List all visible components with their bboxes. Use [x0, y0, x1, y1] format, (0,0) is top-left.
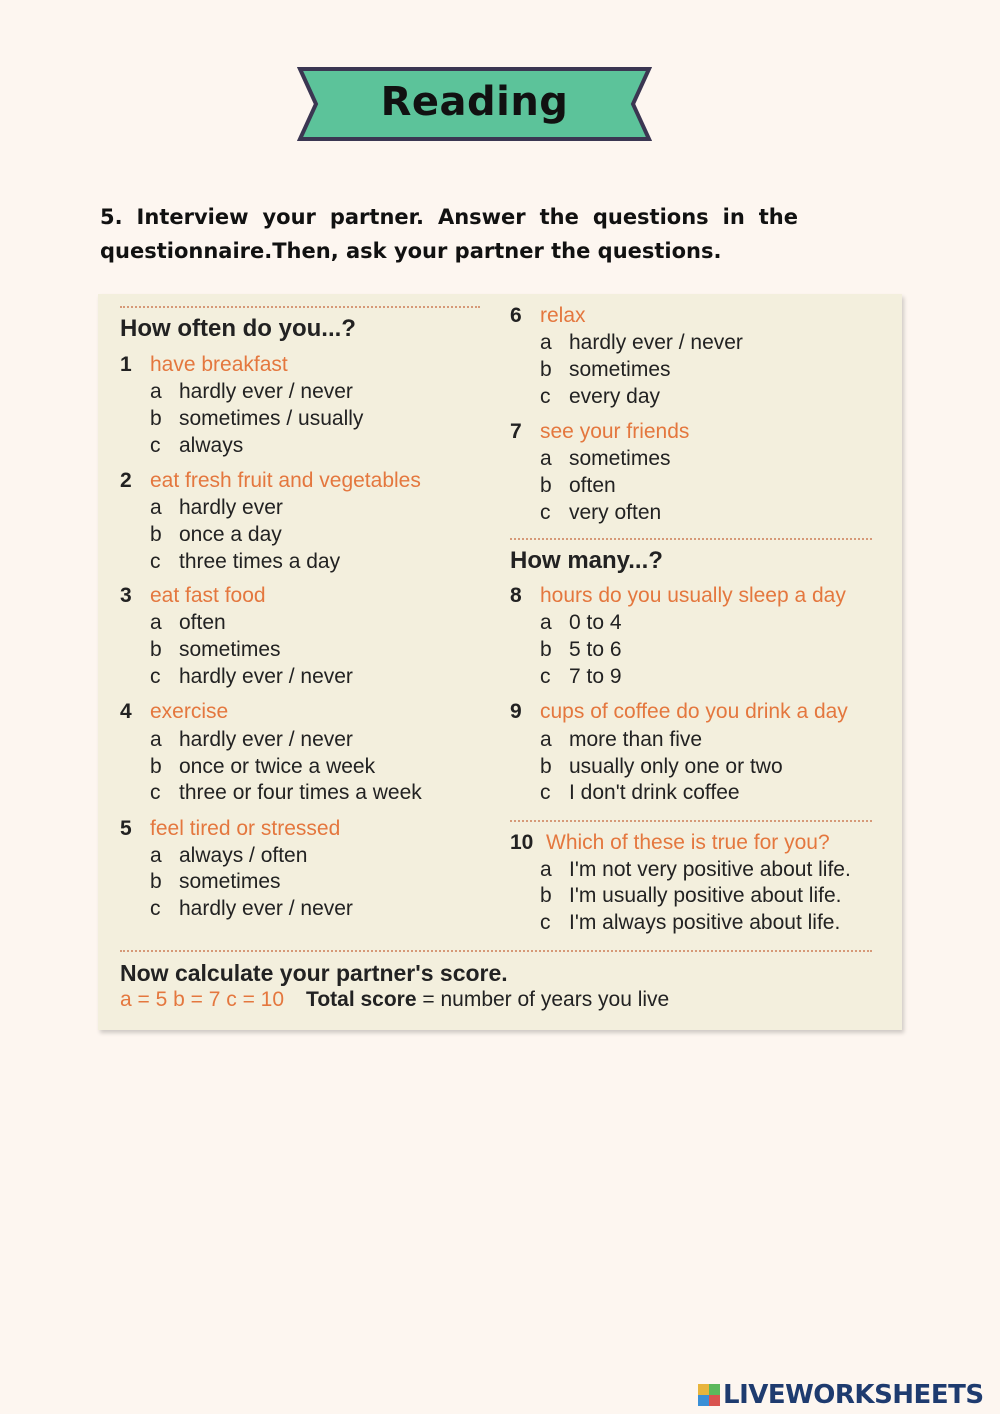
- dotted-divider: [120, 950, 872, 952]
- question-number: 1: [120, 353, 132, 376]
- option-text: sometimes: [569, 358, 671, 381]
- option-a: [540, 858, 851, 882]
- option-letter: c: [540, 781, 551, 804]
- question-number: 6: [510, 304, 522, 327]
- option-letter: a: [540, 447, 552, 470]
- option-text: sometimes: [569, 447, 671, 470]
- section-title-how-many: How many...?: [510, 547, 663, 574]
- option-c: [150, 781, 422, 805]
- question-text: cups of coffee do you drink a day: [540, 700, 848, 723]
- questionnaire-card: [98, 294, 902, 1030]
- option-text: three or four times a week: [179, 781, 422, 804]
- option-b: [540, 638, 622, 662]
- page-title: Reading: [380, 79, 569, 125]
- option-a: [540, 331, 743, 355]
- option-letter: a: [150, 380, 162, 403]
- option-letter: b: [150, 755, 162, 778]
- option-text: three times a day: [179, 550, 341, 573]
- option-text: once or twice a week: [179, 755, 376, 778]
- question-number: 3: [120, 584, 132, 607]
- question-text: see your friends: [540, 420, 690, 443]
- option-c: [540, 501, 661, 525]
- option-b: [150, 523, 282, 547]
- option-text: very often: [569, 501, 662, 524]
- option-text: I'm not very positive about life.: [569, 858, 851, 881]
- question-number: 10: [510, 831, 534, 854]
- option-letter: b: [150, 523, 162, 546]
- option-text: hardly ever / never: [569, 331, 743, 354]
- option-letter: b: [540, 884, 552, 907]
- option-text: sometimes: [179, 638, 281, 661]
- option-c: [540, 781, 740, 805]
- question-number: 2: [120, 469, 132, 492]
- option-text: always: [179, 434, 244, 457]
- total-score-label: Total score: [306, 988, 417, 1011]
- option-a: [150, 380, 353, 404]
- option-letter: a: [150, 844, 162, 867]
- dotted-divider: [510, 820, 872, 822]
- option-letter: a: [150, 496, 162, 519]
- total-score-description: = number of years you live: [416, 988, 670, 1011]
- option-c: [540, 911, 840, 935]
- option-letter: a: [540, 611, 552, 634]
- option-a: [150, 844, 307, 868]
- option-text: sometimes: [179, 870, 281, 893]
- option-letter: a: [540, 858, 552, 881]
- dotted-divider: [120, 306, 480, 308]
- option-text: I'm usually positive about life.: [569, 884, 842, 907]
- option-b: [540, 884, 841, 908]
- option-text: I don't drink coffee: [569, 781, 740, 804]
- question-text: Which of these is true for you?: [546, 831, 830, 854]
- option-text: often: [179, 611, 226, 634]
- option-text: often: [569, 474, 616, 497]
- score-values: a = 5 b = 7 c = 10: [120, 988, 285, 1011]
- question-text: feel tired or stressed: [150, 817, 341, 840]
- exercise-instruction: 5. Interview your partner. Answer the questions in the questionnaire.Then, ask your partner the questions.: [100, 205, 798, 263]
- question-number: 5: [120, 817, 132, 840]
- option-letter: a: [540, 331, 552, 354]
- liveworksheets-logo-icon: [698, 1384, 720, 1406]
- option-b: [150, 755, 375, 779]
- option-a: [540, 728, 702, 752]
- question-number: 9: [510, 700, 522, 723]
- option-letter: c: [540, 501, 551, 524]
- option-letter: a: [150, 728, 162, 751]
- question-text: exercise: [150, 700, 229, 723]
- option-letter: b: [540, 755, 552, 778]
- question-number: 7: [510, 420, 522, 443]
- option-letter: c: [150, 897, 161, 920]
- question-number: 8: [510, 584, 522, 607]
- option-text: 7 to 9: [569, 665, 622, 688]
- title-banner: [297, 66, 652, 142]
- option-text: more than five: [569, 728, 703, 751]
- option-a: [150, 496, 283, 520]
- option-b: [150, 870, 281, 894]
- option-letter: b: [150, 870, 162, 893]
- option-text: 0 to 4: [569, 611, 622, 634]
- option-a: [150, 611, 226, 635]
- option-c: [150, 550, 340, 574]
- option-text: I'm always positive about life.: [569, 911, 841, 934]
- option-letter: c: [540, 665, 551, 688]
- option-letter: c: [150, 781, 161, 804]
- option-letter: c: [150, 550, 161, 573]
- option-a: [540, 447, 671, 471]
- option-letter: b: [150, 407, 162, 430]
- option-c: [150, 897, 353, 921]
- option-b: [150, 407, 363, 431]
- question-text: hours do you usually sleep a day: [540, 584, 846, 607]
- score-title: Now calculate your partner's score.: [120, 960, 508, 986]
- option-letter: b: [540, 638, 552, 661]
- option-text: every day: [569, 385, 661, 408]
- option-letter: c: [150, 434, 161, 457]
- question-text: relax: [540, 304, 586, 327]
- question-text: eat fresh fruit and vegetables: [150, 469, 421, 492]
- option-letter: c: [150, 665, 161, 688]
- question-text: have breakfast: [150, 353, 288, 376]
- option-text: always / often: [179, 844, 308, 867]
- option-text: 5 to 6: [569, 638, 622, 661]
- dotted-divider: [510, 538, 872, 540]
- question-number: 4: [120, 700, 132, 723]
- option-text: hardly ever: [179, 496, 283, 519]
- option-letter: b: [540, 358, 552, 381]
- option-a: [540, 611, 622, 635]
- brand-name: LIVEWORKSHEETS: [723, 1380, 984, 1410]
- option-letter: b: [150, 638, 162, 661]
- option-letter: b: [540, 474, 552, 497]
- option-c: [150, 434, 243, 458]
- option-letter: a: [150, 611, 162, 634]
- score-rule: [120, 988, 669, 1012]
- option-b: [150, 638, 281, 662]
- option-b: [540, 358, 671, 382]
- option-a: [150, 728, 353, 752]
- option-text: once a day: [179, 523, 282, 546]
- option-text: sometimes / usually: [179, 407, 364, 430]
- option-text: hardly ever / never: [179, 380, 353, 403]
- question-text: eat fast food: [150, 584, 266, 607]
- option-letter: c: [540, 385, 551, 408]
- option-letter: c: [540, 911, 551, 934]
- liveworksheets-brand: [698, 1378, 984, 1412]
- option-text: hardly ever / never: [179, 728, 353, 751]
- option-b: [540, 474, 616, 498]
- option-c: [150, 665, 353, 689]
- option-text: hardly ever / never: [179, 665, 353, 688]
- option-letter: a: [540, 728, 552, 751]
- option-c: [540, 385, 660, 409]
- section-title-how-often: How often do you...?: [120, 315, 356, 342]
- option-text: usually only one or two: [569, 755, 783, 778]
- option-b: [540, 755, 783, 779]
- option-c: [540, 665, 622, 689]
- option-text: hardly ever / never: [179, 897, 353, 920]
